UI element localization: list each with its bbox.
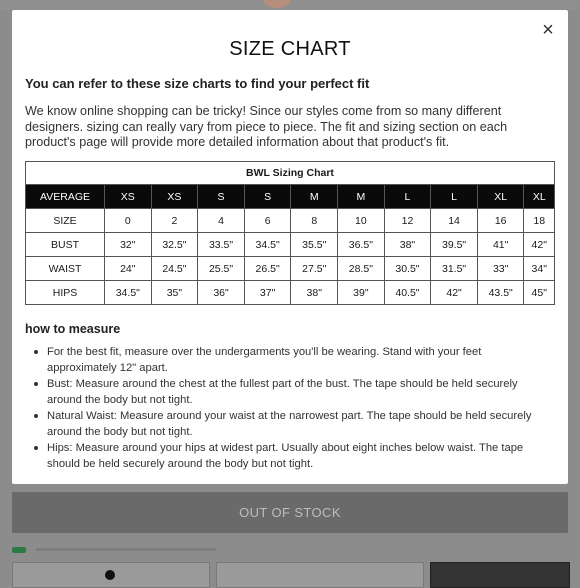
status-indicator bbox=[12, 547, 26, 553]
table-cell: 38" bbox=[384, 233, 431, 257]
table-cell: 30.5" bbox=[384, 257, 431, 281]
table-cell: 35" bbox=[151, 281, 198, 305]
table-row bbox=[26, 257, 555, 281]
table-cell: 37" bbox=[244, 281, 291, 305]
table-cell: 35.5" bbox=[291, 233, 338, 257]
table-cell: 39" bbox=[338, 281, 385, 305]
table-row bbox=[26, 209, 555, 233]
header-cell: AVERAGE bbox=[26, 185, 105, 209]
table-cell: 32" bbox=[105, 233, 152, 257]
table-cell: 8 bbox=[291, 209, 338, 233]
table-cell: 16 bbox=[477, 209, 524, 233]
table-cell: SIZE bbox=[26, 209, 105, 233]
table-caption: BWL Sizing Chart bbox=[26, 162, 555, 185]
obscured-text bbox=[36, 548, 216, 551]
table-cell: 42" bbox=[431, 281, 478, 305]
list-item: Natural Waist: Measure around your waist at the narrowest part. The tape should be held securely around the body but not tight. bbox=[25, 408, 553, 440]
product-tile[interactable] bbox=[12, 562, 210, 588]
table-cell: 2 bbox=[151, 209, 198, 233]
table-cell: 36" bbox=[198, 281, 245, 305]
header-cell: S bbox=[198, 185, 245, 209]
how-to-measure-list bbox=[25, 344, 553, 472]
table-cell: HIPS bbox=[26, 281, 105, 305]
list-item: Bust: Measure around the chest at the fullest part of the bust. The tape should be held securely around the body but not tight. bbox=[25, 376, 553, 408]
list-item: For the best fit, measure over the undergarments you'll be wearing. Stand with your feet approximately 12" apart. bbox=[25, 344, 553, 376]
table-cell: 33.5" bbox=[198, 233, 245, 257]
table-cell: 42" bbox=[524, 233, 555, 257]
table-cell: 26.5" bbox=[244, 257, 291, 281]
table-cell: 27.5" bbox=[291, 257, 338, 281]
table-cell: 24" bbox=[105, 257, 152, 281]
header-cell: L bbox=[384, 185, 431, 209]
table-cell: 45" bbox=[524, 281, 555, 305]
table-cell: 40.5" bbox=[384, 281, 431, 305]
modal-title: SIZE CHART bbox=[229, 38, 351, 60]
table-cell: 33" bbox=[477, 257, 524, 281]
header-cell: M bbox=[338, 185, 385, 209]
header-cell: XL bbox=[524, 185, 555, 209]
size-chart-table bbox=[25, 161, 555, 305]
close-icon[interactable]: × bbox=[542, 19, 554, 41]
header-cell: XS bbox=[151, 185, 198, 209]
table-cell: 41" bbox=[477, 233, 524, 257]
table-cell: 24.5" bbox=[151, 257, 198, 281]
table-cell: 34" bbox=[524, 257, 555, 281]
table-cell: 0 bbox=[105, 209, 152, 233]
table-cell: 43.5" bbox=[477, 281, 524, 305]
table-cell: 12 bbox=[384, 209, 431, 233]
table-cell: 39.5" bbox=[431, 233, 478, 257]
how-to-measure-heading: how to measure bbox=[25, 322, 121, 336]
modal-description: We know online shopping can be tricky! Since our styles come from so many different designers. sizing can really vary from piece to piece. The fit and sizing section on each product's page will provide more detailed information about that product's fit. bbox=[25, 104, 508, 149]
table-cell: 34.5" bbox=[244, 233, 291, 257]
table-cell: 32.5" bbox=[151, 233, 198, 257]
dot-icon bbox=[105, 570, 115, 580]
out-of-stock-button[interactable]: OUT OF STOCK bbox=[12, 492, 568, 533]
table-cell: 38" bbox=[291, 281, 338, 305]
table-cell: 34.5" bbox=[105, 281, 152, 305]
table-cell: 18 bbox=[524, 209, 555, 233]
table-cell: WAIST bbox=[26, 257, 105, 281]
product-tile[interactable] bbox=[430, 562, 570, 588]
table-cell: 25.5" bbox=[198, 257, 245, 281]
table-cell: 28.5" bbox=[338, 257, 385, 281]
header-cell: S bbox=[244, 185, 291, 209]
header-cell: XS bbox=[105, 185, 152, 209]
table-row bbox=[26, 233, 555, 257]
table-cell: 31.5" bbox=[431, 257, 478, 281]
table-header-row bbox=[26, 185, 555, 209]
modal-intro: You can refer to these size charts to find your perfect fit bbox=[25, 76, 370, 91]
table-cell: 14 bbox=[431, 209, 478, 233]
list-item: Hips: Measure around your hips at widest part. Usually about eight inches below waist. The tape should be held securely around the body but not tight. bbox=[25, 440, 553, 472]
table-cell: 10 bbox=[338, 209, 385, 233]
header-cell: XL bbox=[477, 185, 524, 209]
table-cell: 36.5" bbox=[338, 233, 385, 257]
header-cell: L bbox=[431, 185, 478, 209]
product-tile[interactable] bbox=[216, 562, 424, 588]
header-cell: M bbox=[291, 185, 338, 209]
table-cell: BUST bbox=[26, 233, 105, 257]
table-cell: 4 bbox=[198, 209, 245, 233]
table-row bbox=[26, 281, 555, 305]
size-chart-modal bbox=[12, 10, 568, 484]
table-cell: 6 bbox=[244, 209, 291, 233]
